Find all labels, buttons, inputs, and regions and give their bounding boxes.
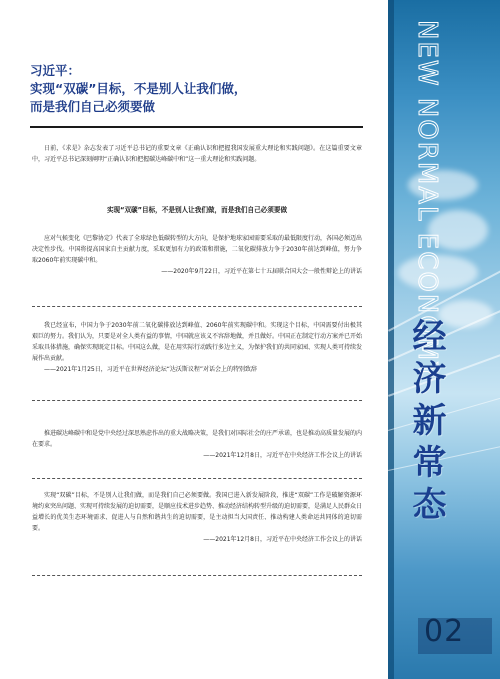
article-title [30, 62, 330, 116]
quote-block-2 [32, 320, 362, 375]
subheading-block [32, 204, 362, 214]
quote-source: ——2021年12月8日，习近平在中央经济工作会议上的讲话 [203, 536, 362, 543]
quote-block-3 [32, 428, 362, 461]
divider-1 [32, 306, 362, 307]
title-divider [30, 126, 363, 128]
chinese-vertical-title: 经济新常态 [406, 318, 446, 528]
quote-source: ——2021年1月25日，习近平在世界经济论坛“达沃斯议程”对话会上的特别致辞 [44, 366, 257, 373]
divider-2 [32, 400, 362, 401]
quote-text: 我已经宣布，中国力争于2030年前二氧化碳排放达到峰值、2060年前实现碳中和。实现这个目标，中国需要付出极其艰巨的努力。我们认为，只要是对全人类有益的事情，中国就应该义不容辞地做，并且做好。中国正在制定行动方案并已开始采取具体措施，确保实现既定目标。中国这么做，是在用实际行动践行多边主义，为保护我们的共同家园、实现人类可持续发展作出贡献。 [32, 322, 363, 362]
intro-block [32, 143, 362, 165]
quote-source: ——2021年12月8日，习近平在中央经济工作会议上的讲话 [203, 452, 362, 459]
quote-block-1 [32, 233, 362, 277]
side-stripe [388, 0, 394, 679]
section-subheading: 实现“双碳”目标，不是别人让我们做，而是我们自己必须要做 [106, 206, 288, 214]
divider-4 [32, 575, 362, 576]
intro-paragraph: 日前，《求是》杂志发表了习近平总书记的重要文章《正确认识和把握我国发展重大理论和实践问题》。在这篇重要文章中，习近平总书记深刻阐明“正确认识和把握碳达峰碳中和”这一重大理论和实践问题。 [32, 145, 362, 163]
quote-text: 实现“双碳”目标，不是别人让我们做，而是我们自己必须要做。我国已进入新发展阶段，推进“双碳”工作是破解资源环境约束突出问题、实现可持续发展的迫切需要，是顺应技术进步趋势、推动经济结构转型升级的迫切需要，是满足人民群众日益增长的优美生态环境需求、促进人与自然和谐共生的迫切需要，是主动担当大国责任、推动构建人类命运共同体的迫切需要。 [32, 492, 363, 532]
quote-source: ——2020年9月22日，习近平在第七十五届联合国大会一般性辩论上的讲话 [161, 268, 362, 275]
english-vertical-title: NEW NORMAL ECONOMY [412, 20, 442, 381]
quote-text: 应对气候变化《巴黎协定》代表了全球绿色低碳转型的大方向，是保护地球家园需要采取的最低限度行动，各国必须迈出决定性步伐。中国将提高国家自主贡献力度，采取更加有力的政策和措施，二氧化碳排放力争于2030年前达到峰值，努力争取2060年前实现碳中和。 [32, 235, 363, 264]
page-number: 02 [424, 614, 465, 649]
title-line-3: 而是我们自己必须要做 [30, 99, 156, 114]
title-line-1: 习近平： [30, 63, 81, 78]
divider-3 [32, 478, 362, 479]
quote-block-4 [32, 490, 362, 545]
quote-text: 推进碳达峰碳中和是党中央经过深思熟虑作出的重大战略决策，是我们对国际社会的庄严承诺，也是推动高质量发展的内在要求。 [32, 430, 363, 448]
title-line-2: 实现“双碳”目标，不是别人让我们做， [30, 81, 247, 96]
